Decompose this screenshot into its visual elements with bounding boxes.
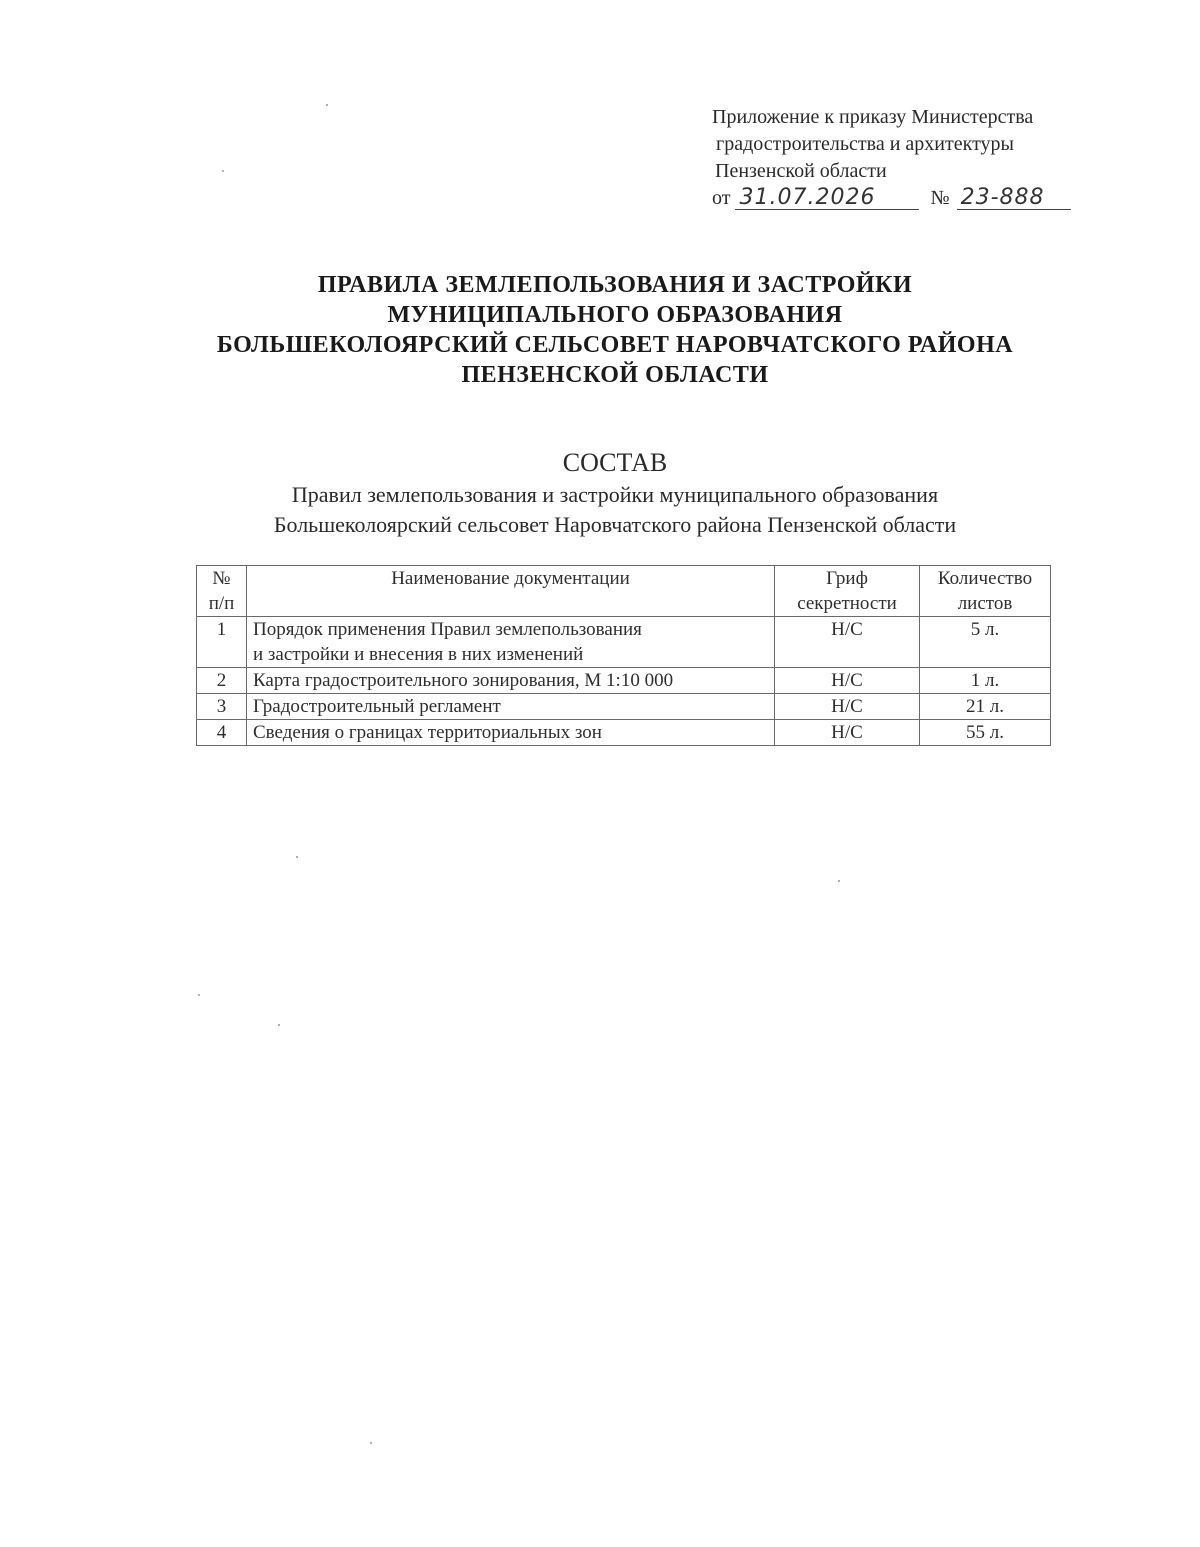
row-count: 55 л. [920,720,1051,746]
table-row [197,720,1051,746]
header-secret-line-2: секретности [797,593,897,614]
scan-speck [222,170,224,172]
header-secret-line-1: Гриф [826,568,868,589]
scan-speck [326,104,328,106]
composition-subtitle [160,480,1070,540]
number-prefix: № [930,187,950,209]
row-count: 21 л. [920,694,1051,720]
handwritten-number: 23-888 [957,187,1071,210]
title-line-2: МУНИЦИПАЛЬНОГО ОБРАЗОВАНИЯ [387,302,843,328]
scan-speck [838,880,840,882]
header-count-line-2: листов [957,593,1013,614]
composition-table [196,565,1051,746]
appendix-block [712,104,1132,212]
row-name: Карта градостроительного зонирования, М 1:10 000 [247,668,775,694]
scan-speck [370,1442,372,1444]
row-num: 1 [197,617,247,668]
title-line-4: ПЕНЗЕНСКОЙ ОБЛАСТИ [461,362,769,388]
document-title [160,270,1070,390]
header-count-line-1: Количество [937,568,1033,589]
appendix-line-2: градостроительства и архитектуры [716,133,1014,155]
date-prefix: от [712,187,731,209]
scan-speck [278,1024,280,1026]
header-name: Наименование документации [247,566,775,617]
table-row [197,668,1051,694]
row-name [247,617,775,668]
header-count [920,566,1051,617]
table-row [197,694,1051,720]
composition-heading: СОСТАВ [562,448,668,477]
appendix-line-3: Пензенской области [715,160,887,182]
row-secret: Н/С [775,617,920,668]
row-secret: Н/С [775,720,920,746]
row-name: Сведения о границах территориальных зон [247,720,775,746]
appendix-line-1: Приложение к приказу Министерства [712,106,1034,128]
table-header-row [197,566,1051,617]
scan-speck [198,994,200,996]
row-count: 1 л. [920,668,1051,694]
header-num-line-1: № [212,568,231,589]
appendix-date-row [712,185,1132,212]
row-name-line-1: Порядок применения Правил землепользования [253,619,642,640]
table-row [197,617,1051,668]
row-num: 2 [197,668,247,694]
row-count: 5 л. [920,617,1051,668]
row-secret: Н/С [775,668,920,694]
subtitle-line-1: Правил землепользования и застройки муниципального образования [291,482,939,507]
row-secret: Н/С [775,694,920,720]
header-num [197,566,247,617]
scan-speck [296,856,298,858]
title-line-3: БОЛЬШЕКОЛОЯРСКИЙ СЕЛЬСОВЕТ НАРОВЧАТСКОГО РАЙОНА [216,332,1014,358]
handwritten-date: 31.07.2026 [735,187,919,210]
header-num-line-2: п/п [208,593,235,614]
row-num: 4 [197,720,247,746]
row-num: 3 [197,694,247,720]
row-name-line-2: и застройки и внесения в них изменений [253,644,584,665]
subtitle-line-2: Большеколоярский сельсовет Наровчатского района Пензенской области [273,512,957,537]
title-line-1: ПРАВИЛА ЗЕМЛЕПОЛЬЗОВАНИЯ И ЗАСТРОЙКИ [317,272,913,298]
row-name: Градостроительный регламент [247,694,775,720]
header-secret [775,566,920,617]
